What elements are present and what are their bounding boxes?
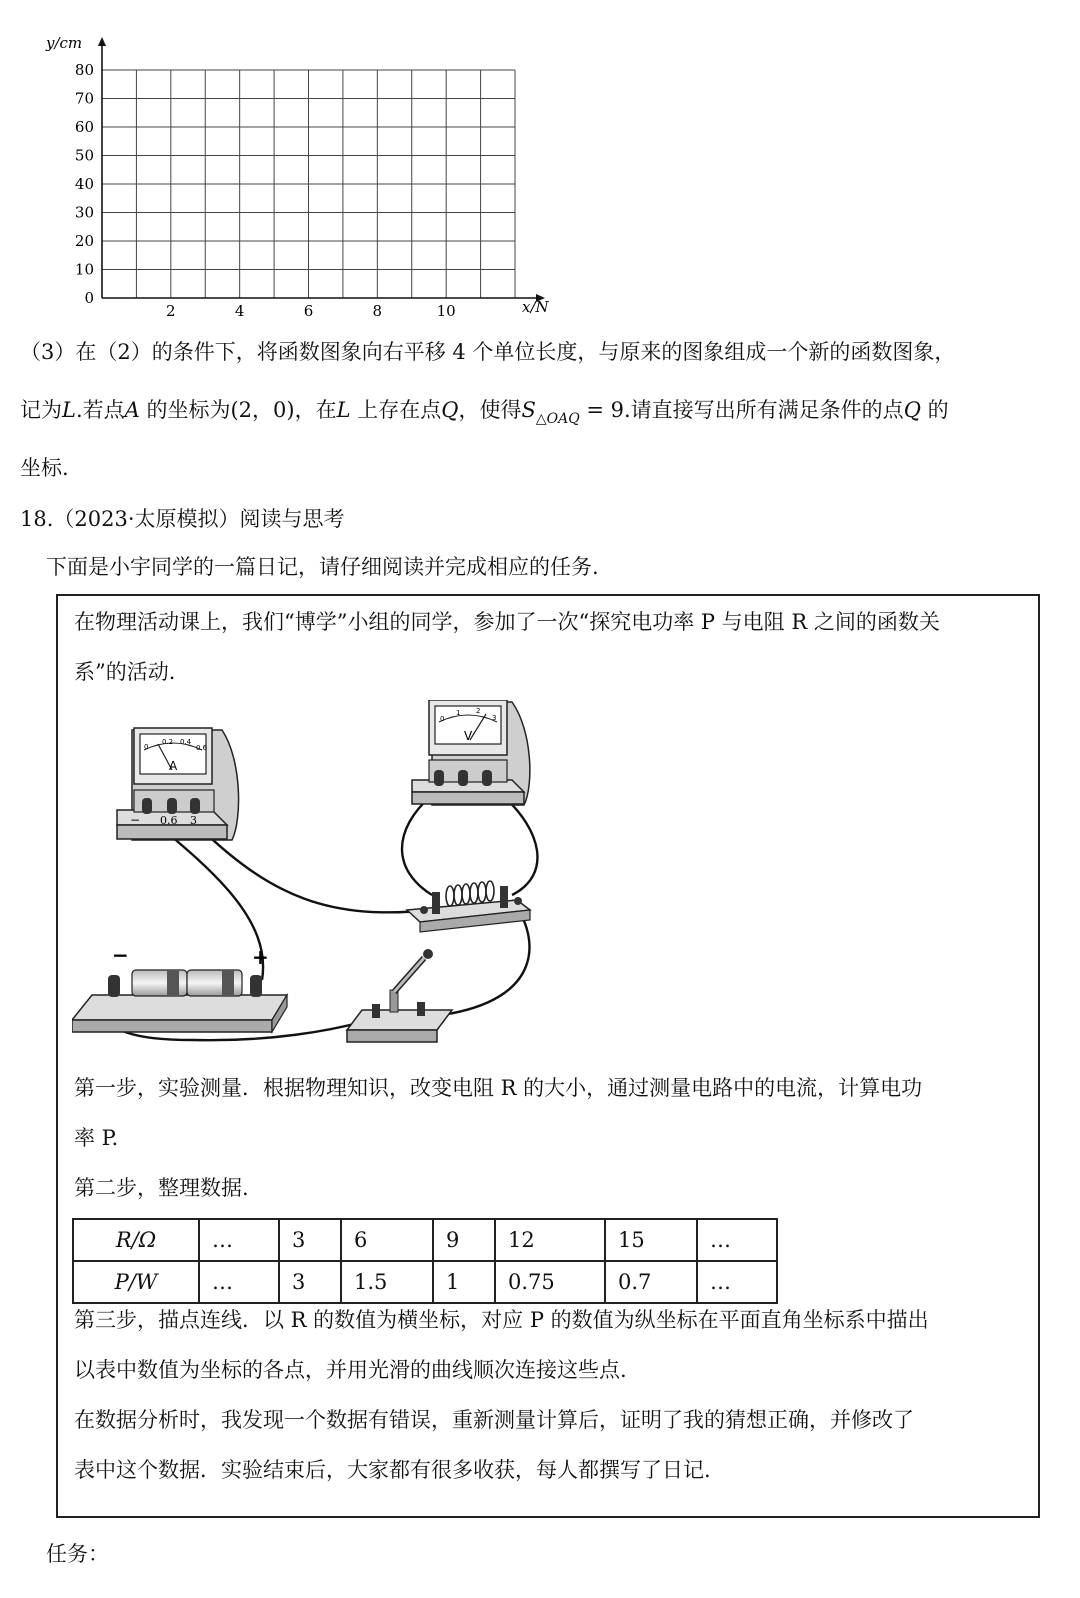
analysis-line-2: 表中这个数据．实验结束后，大家都有很多收获，每人都撰写了日记. <box>74 1458 711 1482</box>
y-tick-label: 10 <box>74 260 94 279</box>
q3-var-q: Q <box>441 398 459 422</box>
q3-line-2 <box>20 396 1070 427</box>
q3-var-l: L <box>336 398 351 422</box>
data-table <box>72 1218 778 1304</box>
task-label: 任务： <box>46 1542 109 1566</box>
wire <box>402 795 432 895</box>
y-axis-label: y/cm <box>46 34 83 52</box>
analysis-line-1: 在数据分析时，我发现一个数据有错误，重新测量计算后，证明了我的猜想正确，并修改了 <box>74 1408 914 1432</box>
q3-var-l: L <box>62 398 76 422</box>
diary-paragraph-1-line-1: 在物理活动课上，我们“博学”小组的同学，参加了一次“探究电功率 P 与电阻 R 之间的函数关 <box>74 610 940 634</box>
table-row-r <box>73 1219 777 1261</box>
resistor <box>407 881 530 932</box>
ammeter-scale-2: 0.4 <box>180 738 192 746</box>
x-tick-label: 10 <box>436 302 456 320</box>
table-cell: 3 <box>279 1261 341 1303</box>
table-cell: 6 <box>341 1219 433 1261</box>
battery <box>72 943 287 1032</box>
ammeter-scale-0: 0 <box>144 743 149 751</box>
q3-text: 的坐标为(2，0)，在 <box>139 398 337 422</box>
table-cell: … <box>199 1261 279 1303</box>
table-header-p: P/W <box>73 1261 199 1303</box>
q18-intro: 下面是小宇同学的一篇日记，请仔细阅读并完成相应的任务. <box>46 555 599 579</box>
q3-var-s: S <box>521 398 536 422</box>
x-tick-label: 6 <box>303 302 314 320</box>
table-header-r: R/Ω <box>73 1219 199 1261</box>
ammeter-terminal-3: 3 <box>190 814 197 827</box>
y-tick-label: 80 <box>74 61 94 79</box>
y-tick-label: 0 <box>84 289 94 307</box>
ammeter-terminal-minus: − <box>130 813 141 827</box>
q3-line-3: 坐标. <box>20 456 69 480</box>
wire <box>502 795 537 895</box>
step1-line-1: 第一步，实验测量．根据物理知识，改变电阻 R 的大小，通过测量电路中的电流，计算电功 <box>74 1076 923 1100</box>
ammeter-scale-1: 0.2 <box>162 738 174 746</box>
q18-heading: 18.（2023·太原模拟）阅读与思考 <box>20 507 345 531</box>
table-row-p <box>73 1261 777 1303</box>
q3-text: 上存在点 <box>350 398 442 422</box>
step2-text: 第二步，整理数据. <box>74 1176 249 1200</box>
x-tick-label: 2 <box>166 302 176 320</box>
table-cell: … <box>697 1261 777 1303</box>
x-tick-label: 8 <box>372 302 383 320</box>
coordinate-grid <box>40 30 580 330</box>
q3-subscript: △OAQ <box>535 411 580 427</box>
q3-line-1: （3）在（2）的条件下，将函数图象向右平移 4 个单位长度，与原来的图象组成一个新的函数图象， <box>20 340 956 364</box>
q3-text: .若点 <box>75 398 125 422</box>
voltmeter <box>412 700 530 805</box>
circuit-diagram <box>72 700 632 1070</box>
q3-text: 的 <box>920 398 949 422</box>
voltmeter-scale-1: 1 <box>456 709 461 717</box>
switch <box>347 949 452 1042</box>
step3-line-2: 以表中数值为坐标的各点，并用光滑的曲线顺次连接这些点. <box>74 1358 627 1382</box>
voltmeter-scale-0: 0 <box>440 715 445 723</box>
table-cell: 1.5 <box>341 1261 433 1303</box>
x-axis-label: x/N <box>522 298 549 316</box>
table-cell: 9 <box>433 1219 495 1261</box>
diary-box <box>56 594 1040 1518</box>
table-cell: 12 <box>495 1219 605 1261</box>
q3-text: ，使得 <box>458 398 522 422</box>
voltmeter-label: V <box>464 729 473 743</box>
q3-text: 记为 <box>20 398 62 422</box>
y-tick-label: 60 <box>74 118 94 136</box>
table-cell: 3 <box>279 1219 341 1261</box>
y-tick-label: 40 <box>74 175 94 193</box>
battery-minus: − <box>112 943 129 967</box>
table-cell: 1 <box>433 1261 495 1303</box>
q3-var-q: Q <box>903 398 921 422</box>
step1-line-2: 率 P. <box>74 1126 119 1150</box>
q3-text: = 9.请直接写出所有满足条件的点 <box>579 398 904 422</box>
table-cell: 15 <box>605 1219 697 1261</box>
ammeter-scale-3: 0.6 <box>196 744 208 752</box>
table-cell: 0.75 <box>495 1261 605 1303</box>
battery-plus: + <box>252 945 269 969</box>
q3-var-a: A <box>124 398 140 422</box>
table-cell: … <box>697 1219 777 1261</box>
y-tick-label: 50 <box>74 146 94 165</box>
ammeter <box>117 728 239 840</box>
y-axis-arrow <box>98 37 106 46</box>
voltmeter-scale-3: 3 <box>492 714 497 722</box>
voltmeter-scale-2: 2 <box>476 707 481 715</box>
table-cell: … <box>199 1219 279 1261</box>
x-tick-label: 4 <box>234 302 245 320</box>
diary-paragraph-1-line-2: 系”的活动. <box>74 660 176 684</box>
ammeter-terminal-0-6: 0.6 <box>160 814 178 827</box>
table-cell: 0.7 <box>605 1261 697 1303</box>
y-tick-label: 20 <box>74 232 94 250</box>
y-tick-label: 30 <box>74 203 94 222</box>
step3-line-1: 第三步，描点连线．以 R 的数值为横坐标，对应 P 的数值为纵坐标在平面直角坐标系中描出 <box>74 1308 929 1332</box>
grid-svg <box>40 30 580 330</box>
wire <box>152 820 263 980</box>
y-tick-label: 70 <box>74 89 94 108</box>
ammeter-label: A <box>169 759 178 773</box>
